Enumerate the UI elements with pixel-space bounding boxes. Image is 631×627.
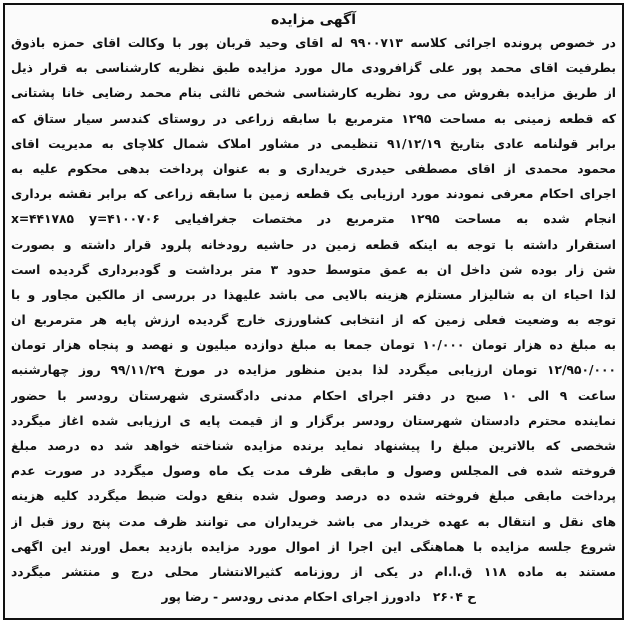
notice-body <box>11 31 616 585</box>
notice-frame <box>3 3 624 620</box>
notice-line: که قطعه زمینی به مساحت ۱۲۹۵ مترمربع با سابقه زراعی در روستای کندسر سیار ستاق که <box>11 111 616 126</box>
notice-title: آگهی مزایده <box>270 12 356 28</box>
notice-line: اجرای احکام معرفی نمودند مورد ارزیابی یک قطعه زمین با سابقه زراعی که برابر نقشه برداری <box>11 187 616 202</box>
notice-code: ح ۲۶۰۴ <box>432 590 476 605</box>
notice-line: از طریق مزایده بفروش می رود نظریه کارشناسی شخص ثالثی بنام محمد رضایی خانا پشتانی <box>11 86 616 101</box>
notice-line: های نقل و انتقال به عهده خریدار می باشد خریداران می توانند ظرف مدت پنج روز قبل از <box>11 514 616 529</box>
notice-line: نماینده محترم دادستان شهرستان رودسر برگزار و از قیمت پایه ی ارزیابی شده اغاز میگردد <box>11 413 616 428</box>
notice-line: به مبلغ ده هزار تومان ۱۰/۰۰۰ تومان جمعا به مبلغ دوازده میلیون و نهصد و پنجاه هزار تومان <box>11 338 616 353</box>
notice-line: فروخته شده فی المجلس وصول و مابقی ظرف مدت یک ماه وصول میگردد در صورت عدم <box>11 464 616 479</box>
notice-content <box>11 9 616 614</box>
notice-footer <box>11 585 616 609</box>
notice-line: شخصی که بالاترین مبلغ را پیشنهاد نماید برنده مزایده شناخته خواهد شد ده درصد مبلغ <box>11 439 616 453</box>
notice-line: انجام شده به مساحت ۱۲۹۵ مترمربع در مختصات جغرافیایی x=۴۴۱۷۸۵ y=۴۱۰۰۷۰۶ <box>11 212 616 227</box>
notice-line: لذا احیاء ان به شالیزار مستلزم هزینه بالایی می باشد علیهذا در بررسی از مالکین مجاور و با <box>11 287 616 302</box>
notice-line: توجه به وضعیت فعلی زمین که از انتخابی کشاورزی خارج گردیده ارزش پایه هر مترمربع ان <box>11 313 616 328</box>
notice-signature: دادورز اجرای احکام مدنی رودسر - رضا پور <box>161 590 421 605</box>
notice-line: برابر قولنامه عادی بتاریخ ۹۱/۱۲/۱۹ تنظیمی در مشاور املاک شمال کلاچای به مدیریت اقای <box>11 136 616 151</box>
notice-line: پرداخت مابقی مبلغ فروخته شده ده درصد وصول شده بنفع دولت ضبط میگردد کلیه هزینه <box>11 489 616 504</box>
notice-line: شروع جلسه مزایده با هماهنگی این اجرا از اموال مورد مزایده بازدید بعمل اورند این اگهی <box>11 539 616 554</box>
notice-line: استقرار داشته با توجه به اینکه قطعه زمین در حاشیه رودخانه پلرود قرار داشته و بصورت <box>11 237 616 252</box>
notice-line: مستند به ماده ۱۱۸ ق.ا.ام در یکی از روزنامه کثیرالانتشار محلی درج و منتشر میگردد <box>11 564 616 579</box>
notice-line: ۱۲/۹۵۰/۰۰۰ تومان ارزیابی میگردد لذا بدین منظور مزایده در مورخ ۹۹/۱۱/۲۹ روز چهارشنبه <box>11 363 616 378</box>
notice-line: ساعت ۹ الی ۱۰ صبح در دفتر اجرای احکام مدنی دادگستری شهرستان رودسر با حضور <box>11 388 616 403</box>
notice-line: شن زار بوده شن داخل ان به عمق متوسط حدود ۳ متر برداشت و گودبرداری گردیده است <box>11 262 616 277</box>
notice-line: در خصوص پرونده اجرائی کلاسه ۹۹۰۰۷۱۳ له اقای وحید قربان پور با وکالت اقای حمزه باذوق <box>11 36 616 50</box>
notice-line: محمود محمدی از اقای مصطفی حیدری خریداری و به عنوان پرداخت بدهی محکوم علیه به <box>11 161 616 176</box>
notice-line: بطرفیت اقای محمد پور علی گزافرودی مال مورد مزایده طبق نظریه کارشناسی به قرار ذیل <box>11 61 616 76</box>
